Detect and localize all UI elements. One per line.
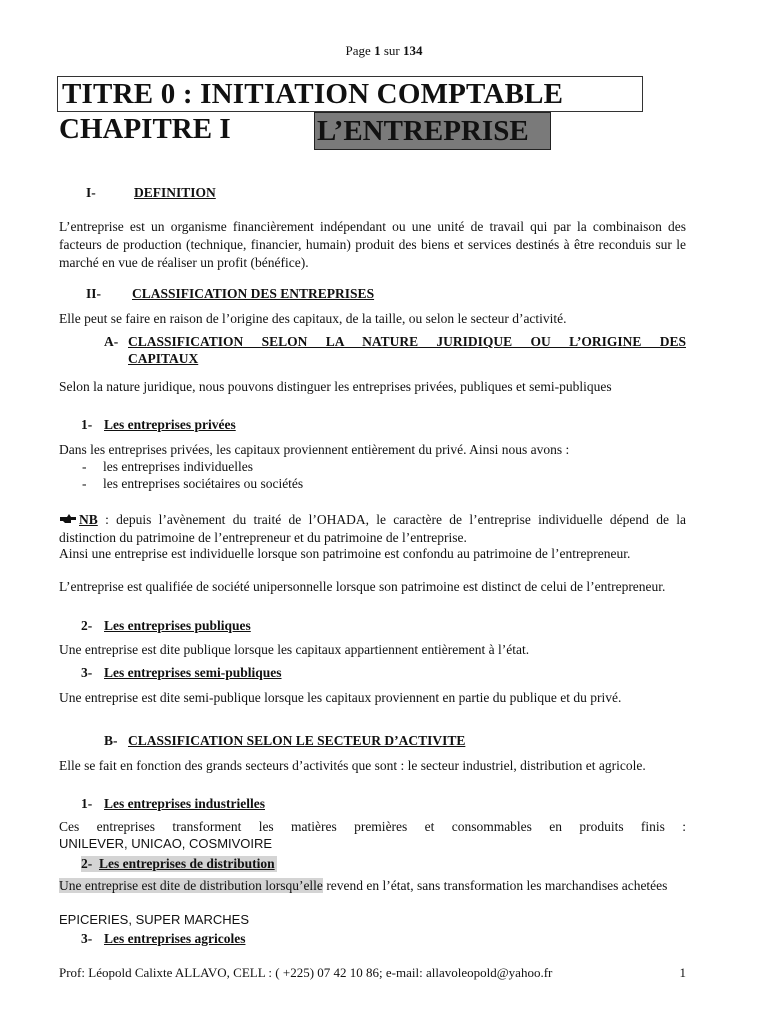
- item-b1-examples: UNILEVER, UNICAO, COSMIVOIRE: [59, 836, 273, 851]
- nb-paragraph-2: Ainsi une entreprise est individuelle lorsque son patrimoine est confondu au patrimoine de l’entrepreneur.: [59, 546, 631, 561]
- subsection-a-heading-line2: CAPITAUX: [128, 351, 199, 366]
- item-b2-number: 2-: [81, 856, 93, 871]
- footer-contact: Prof: Léopold Calixte ALLAVO, CELL : ( +225) 07 42 10 86; e-mail: allavoleopold@yahoo.fr: [59, 965, 553, 980]
- item-b1-heading: Les entreprises industrielles: [104, 796, 265, 811]
- item-b1-paragraph: Ces entreprises transforment les matières premières et consommables en produits finis :: [59, 819, 686, 834]
- section-2-number: II-: [86, 286, 102, 301]
- item-a3-number: 3-: [81, 665, 93, 680]
- list-item: - les entreprises individuelles: [82, 459, 253, 474]
- item-b2-heading-highlighted: 2- Les entreprises de distribution: [81, 856, 275, 871]
- item-a1-number: 1-: [81, 417, 93, 432]
- section-1-heading: DEFINITION: [134, 185, 216, 200]
- section-1-paragraph: L’entreprise est un organisme financièrement indépendant ou une unité de travail qui par la combinaison des facteurs de production (technique, financier, humain) produit des biens et services destinés à être reconduis sur le marché en vue de réaliser un profit (bénéfice).: [59, 219, 686, 270]
- item-b2-examples: EPICERIES, SUPER MARCHES: [59, 912, 249, 927]
- subsection-a-number: A-: [104, 334, 119, 349]
- item-b3-number: 3-: [81, 931, 93, 946]
- section-2-intro: Elle peut se faire en raison de l’origine des capitaux, de la taille, ou selon le secteur d’activité.: [59, 311, 567, 326]
- subsection-b-number: B-: [104, 733, 118, 748]
- page-footer: [59, 965, 686, 981]
- subsection-b-intro: Elle se fait en fonction des grands secteurs d’activités que sont : le secteur industriel, distribution et agricole.: [59, 758, 646, 773]
- item-b1-number: 1-: [81, 796, 93, 811]
- item-a2-number: 2-: [81, 618, 93, 633]
- item-a2-paragraph: Une entreprise est dite publique lorsque les capitaux appartiennent entièrement à l’état.: [59, 642, 530, 657]
- item-a1-heading: Les entreprises privées: [104, 417, 236, 432]
- page-number-header: Page 1 sur 134: [345, 43, 423, 58]
- subsection-b-heading: CLASSIFICATION SELON LE SECTEUR D’ACTIVITE: [128, 733, 466, 748]
- item-b3-heading: Les entreprises agricoles: [104, 931, 246, 946]
- item-a1-paragraph: Dans les entreprises privées, les capitaux proviennent entièrement du privé. Ainsi nous avons :: [59, 442, 570, 457]
- item-a2-heading: Les entreprises publiques: [104, 618, 251, 633]
- item-a3-paragraph: Une entreprise est dite semi-publique lorsque les capitaux proviennent en partie du publique et du privé.: [59, 690, 622, 705]
- list-item: - les entreprises sociétaires ou sociétés: [82, 476, 304, 491]
- nb-paragraph-3: L’entreprise est qualifiée de société unipersonnelle lorsque son patrimoine est distinct de celui de l’entrepreneur.: [59, 579, 666, 594]
- chapter-label: CHAPITRE I: [59, 113, 231, 145]
- pointing-hand-icon: [59, 513, 79, 525]
- footer-page-number: 1: [679, 965, 686, 980]
- item-a3-heading: Les entreprises semi-publiques: [104, 665, 282, 680]
- nb-note: NB : depuis l’avènement du traité de l’OHADA, le caractère de l’entreprise individuelle dépend de la distinction du patrimoine de l’entrepreneur et du patrimoine de l’entreprise.: [59, 512, 686, 545]
- subsection-a-heading-line1: CLASSIFICATION SELON LA NATURE JURIDIQUE OU L’ORIGINE DES: [128, 334, 686, 349]
- document-title: TITRE 0 : INITIATION COMPTABLE: [62, 78, 564, 110]
- chapter-name: L’ENTREPRISE: [314, 112, 551, 150]
- item-b2-paragraph: Une entreprise est dite de distribution lorsqu’elle revend en l’état, sans transformation les marchandises achetées: [59, 878, 668, 893]
- section-2-heading: CLASSIFICATION DES ENTREPRISES: [132, 286, 375, 301]
- subsection-a-intro: Selon la nature juridique, nous pouvons distinguer les entreprises privées, publiques et semi-publiques: [59, 379, 612, 394]
- section-1-number: I-: [86, 185, 96, 200]
